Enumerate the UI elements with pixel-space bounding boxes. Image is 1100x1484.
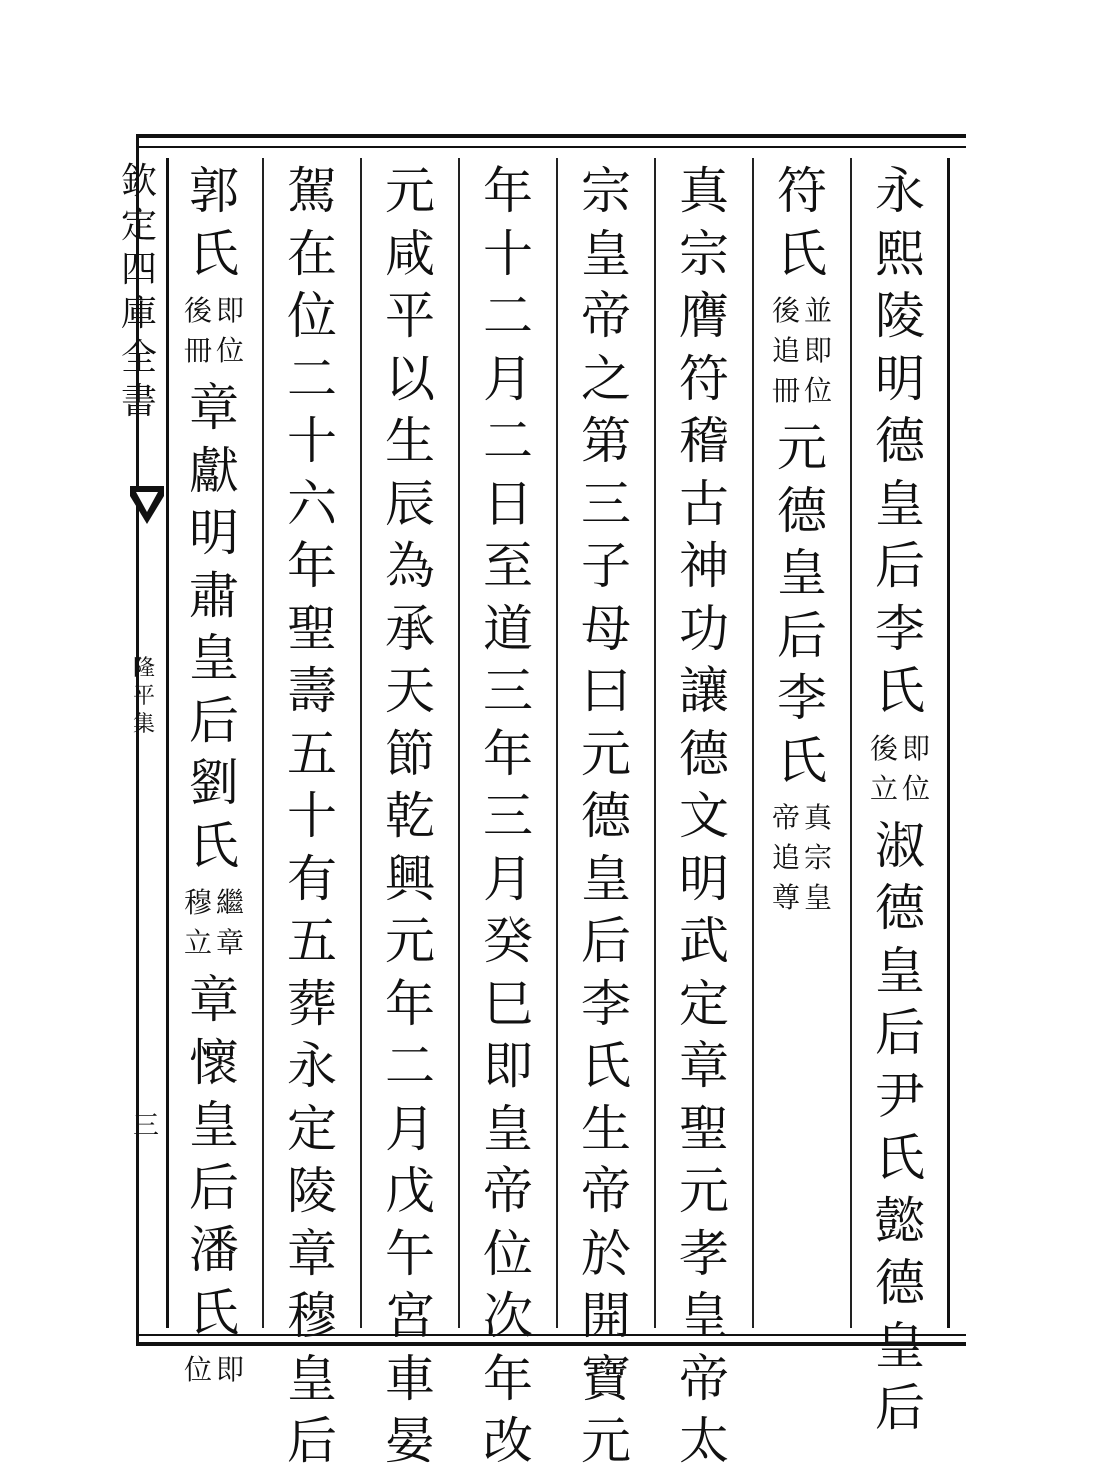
note-line: 真 宗 皇 — [804, 801, 833, 914]
interlinear-note — [772, 291, 832, 411]
main-text-segment: 章 懷 皇 后 潘 氏 — [189, 971, 239, 1342]
interlinear-note — [870, 729, 930, 809]
book-title: 欽 定 四 庫 全 書 — [120, 161, 157, 422]
page-number: 三 — [132, 1111, 159, 1141]
main-text-segment: 符 氏 — [777, 162, 827, 283]
interlinear-note — [184, 883, 244, 963]
note-line: 並 即 位 — [804, 294, 833, 407]
text-column-2 — [754, 160, 850, 1325]
collection-title: 隆 平 集 — [132, 656, 155, 737]
text-column-5 — [460, 160, 556, 1470]
interlinear-note — [184, 291, 244, 371]
text-column-1 — [852, 160, 948, 1437]
interlinear-note — [772, 798, 832, 918]
text-column-8 — [166, 160, 262, 1386]
text-column-3 — [656, 160, 752, 1470]
note-line: 帝 追 尊 — [771, 801, 800, 914]
main-text-segment: 永 熙 陵 明 德 皇 后 李 氏 — [875, 162, 925, 720]
main-text-segment: 元 德 皇 后 李 氏 — [777, 419, 827, 790]
main-text-segment: 真 宗 膺 符 稽 古 神 功 讓 德 文 明 武 定 章 聖 元 孝 皇 帝 太 — [679, 162, 729, 1470]
text-column-6 — [362, 160, 458, 1470]
note-line: 即 位 — [216, 294, 245, 367]
note-line: 即 位 — [902, 731, 931, 805]
main-text-segment: 駕 在 位 二 十 六 年 聖 壽 五 十 有 五 葬 永 定 陵 章 穆 皇 后 — [287, 162, 337, 1470]
note-line: 穆 立 — [183, 886, 212, 959]
main-text-segment: 元 咸 平 以 生 辰 為 承 天 節 乾 興 元 年 二 月 戊 午 宮 車 晏 — [385, 162, 435, 1470]
main-text-segment: 章 獻 明 肅 皇 后 劉 氏 — [189, 379, 239, 875]
text-column-4 — [558, 160, 654, 1470]
interlinear-note — [184, 1350, 244, 1390]
note-line: 繼 章 — [216, 886, 245, 959]
main-text-segment: 宗 皇 帝 之 第 三 子 母 曰 元 德 皇 后 李 氏 生 帝 於 開 寶 元 — [581, 162, 631, 1470]
note-line: 後 追 冊 — [771, 294, 800, 407]
main-text-segment: 淑 德 皇 后 尹 氏 懿 德 皇 后 — [875, 816, 925, 1437]
main-text-segment: 年 十 二 月 二 日 至 道 三 年 三 月 癸 巳 即 皇 帝 位 次 年 改 — [483, 162, 533, 1470]
note-line: 後 冊 — [183, 294, 212, 367]
fish-tail-mark-icon — [128, 484, 166, 530]
top-rule-thin — [136, 146, 966, 148]
text-column-7 — [264, 160, 360, 1470]
top-rule-thick — [136, 134, 966, 138]
note-line: 後 立 — [869, 731, 898, 805]
note-line: 即 — [216, 1353, 245, 1386]
note-line: 位 — [183, 1353, 212, 1386]
main-text-segment: 郭 氏 — [189, 162, 239, 283]
